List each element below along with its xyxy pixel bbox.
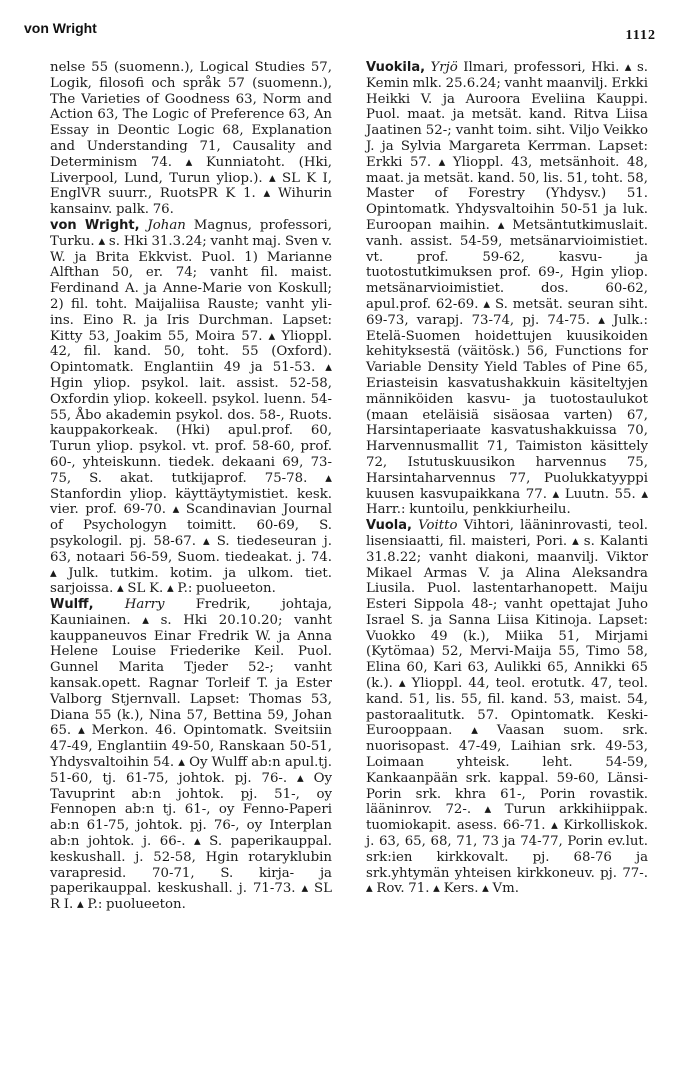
entry-given-name: Johan — [147, 217, 186, 233]
entry-surname: von Wright, — [50, 217, 140, 233]
running-head: von Wright — [24, 20, 97, 36]
entry-surname: Wulff, — [50, 597, 94, 613]
entry-text: Vihtori, lääninrovasti, teol. lisensiaatti, fil. maisteri, Pori. ▴ s. Kalanti 31.8.22; vanht diakoni, maanvilj. Viktor Mikael Armas V. ja Alina Aleksandra Liusila. Puol. lastentarhanopett. Maiju Esteri Sippola 48-; vanht opettajat Juho Israel S. ja Sanna Liisa Kitinoja. Lapset: Vuokko 49 (k.), Miika 51, Mirjami (Kytömaa) 52, Mervi-Maija 55, Timo 58, Elina 60, Kari 63, Aulikki 65, Annikki 65 (k.). ▴ Ylioppl. 44, teol. erotutk. 47, teol. kand. 51, lis. 55, fil. kand. 53, maist. 54, pastoraalitutk. 57. Opintomatk. Keski-Eurooppaan. ▴ Vaasan suom. srk. nuorisopast. 47-49, Laihian srk. 49-53, Loimaan yhteisk. leht. 54-59, Kankaanpään srk. kappal. 59-60, Länsi-Porin srk. khra 61-, Porin rovastik. lääninrov. 72-. ▴ Turun arkkihiippak. tuomiokapit. asess. 66-71. ▴ Kirkolliskok. j. 63, 65, 68, 71, 73 ja 74-77, Porin ev.lut. srk:ien kirkkovalt. pj. 68-76 ja srk.yhtymän yhteisen kirkkoneuv. pj. 77-. ▴ Rov. 71. ▴ Kers. ▴ Vm. — [366, 518, 648, 897]
entry-given-name: Yrjö — [430, 60, 458, 75]
entry-text: Ilmari, professori, Hki. ▴ s. Kemin mlk. 25.6.24; vanht maanvilj. Erkki Heikki V. ja Auroora Eveliina Kauppi. Puol. maat. ja metsät. kand. Ritva Liisa Jaatinen 52-; vanht toim. siht. Viljo Veikko J. ja Sylvia Margareta Kerrman. Lapset: Erkki 57. ▴ Ylioppl. 43, metsänhoit. 48, maat. ja metsät. kand. 50, lis. 51, toht. 58, Master of Forestry (Yhdysv.) 51. Opintomatk. Yhdysvaltoihin 50-51 ja luk. Euroopan maihin. ▴ Metsäntutkimuslait. vanh. assist. 54-59, metsänarvioimistiet. vt. prof. 59-62, kasvu- ja tuotostutkimuksen prof. 69-, Hgin yliop. metsänarvioimistiet. dos. 60-62, apul.prof. 62-69. ▴ S. metsät. seuran siht. 69-73, varapj. 73-74, pj. 74-75. ▴ Julk.: Etelä-Suomen hoidettujen kuusikoiden kehityksestä (väitösk.) 56, Functions for Variable Density Yield Tables of Pine 65, Eriasteisin kasvatushakkuin käsiteltyjen männiköiden kasvu- ja tuotostaulukot (maan eteläisiä sisäosaa varten) 67, Harsintaperiaate kasvatushakkuissa 70, Harvennusmallit 71, Taimiston käsittely 72, Istutuskuusikon harvennus 75, Harsintaharvennus 77, Puolukkatyyppi kuusen kasvupaikkana 77. ▴ Luutn. 55. ▴ Harr.: kuntoilu, penkkiurheilu. — [366, 60, 648, 518]
page-number: 1112 — [625, 28, 656, 43]
entry-surname: Vuola, — [366, 518, 412, 534]
entry-von-wright-johan — [50, 218, 332, 597]
entry-wulff-harry — [50, 597, 332, 913]
entry-given-name: Voitto — [418, 518, 458, 534]
left-column — [50, 60, 332, 913]
entry-vuokila-yrjo — [366, 60, 648, 518]
entry-given-name: Harry — [124, 597, 165, 613]
entry-text: Fredrik, johtaja, Kauniainen. ▴ s. Hki 20.10.20; vanht kauppaneuvos Einar Fredrik W. ja Anna Helene Louise Friederike Keil. Puol. Gunnel Marita Tjeder 52-; vanht kansak.opett. Ragnar Torleif T. ja Ester Valborg Stjernvall. Lapset: Thomas 53, Diana 55 (k.), Nina 57, Bettina 59, Johan 65. ▴ Merkon. 46. Opintomatk. Sveitsiin 47-49, Englantiin 49-50, Ranskaan 50-51, Yhdysvaltoihin 54. ▴ Oy Wulff ab:n apul.tj. 51-60, tj. 61-75, johtok. pj. 76-. ▴ Oy Tavuprint ab:n johtok. pj. 51-, oy Fennopen ab:n tj. 61-, oy Fenno-Paperi ab:n 61-75, johtok. pj. 76-, oy Interplan ab:n johtok. j. 66-. ▴ S. paperikauppal. keskushall. j. 52-58, Hgin rotaryklubin varapresid. 70-71, S. kirja- ja paperikauppal. keskushall. j. 71-73. ▴ SL R I. ▴ P.: puolueeton. — [50, 597, 332, 913]
entry-continuation: nelse 55 (suomenn.), Logical Studies 57, Logik, filosofi och språk 57 (suomenn.), The Varieties of Goodness 63, Norm and Action 63, The Logic of Preference 63, An Essay in Deontic Logic 68, Explanation and Understanding 71, Causality and Determinism 74. ▴ Kunniatoht. (Hki, Liverpool, Lund, Turun yliop.). ▴ SL K I, EnglVR suurr., RuotsPR K 1. ▴ Wihurin kansainv. palk. 76. — [50, 60, 332, 218]
right-column — [366, 60, 648, 897]
entry-surname: Vuokila, — [366, 60, 426, 75]
entry-vuola-voitto — [366, 518, 648, 897]
entry-text: Magnus, professori, Turku. ▴ s. Hki 31.3.24; vanht maj. Sven v. W. ja Brita Ekkvist. Puol. 1) Marianne Alfthan 50, er. 74; vanht fil. maist. Ferdinand A. ja Anne-Marie von Koskull; 2) fil. toht. Maijaliisa Rauste; vanht yli-ins. Eino R. ja Iris Durchman. Lapset: Kitty 53, Joakim 55, Moira 57. ▴ Ylioppl. 42, fil. kand. 50, toht. 55 (Oxford). Opintomatk. Englantiin 49 ja 51-53. ▴ Hgin yliop. psykol. lait. assist. 52-58, Oxfordin yliop. kokeell. psykol. luenn. 54-55, Åbo akademin psykol. dos. 58-, Ruots. kauppakorkeak. (Hki) apul.prof. 60, Turun yliop. psykol. vt. prof. 58-60, prof. 60-, yhteiskunn. tiedek. dekaani 69, 73-75, S. akat. tutkijaprof. 75-78. ▴ Stanfordin yliop. käyttäytymistiet. kesk. vier. prof. 69-70. ▴ Scandinavian Journal of Psychologyn toimitt. 60-69, S. psykologil. pj. 58-67. ▴ S. tiedeseuran j. 63, notaari 56-59, Suom. tiedeakat. j. 74. ▴ Julk. tutkim. kotim. ja ulkom. tiet. sarjoissa. ▴ SL K. ▴ P.: puolueeton. — [50, 217, 332, 597]
